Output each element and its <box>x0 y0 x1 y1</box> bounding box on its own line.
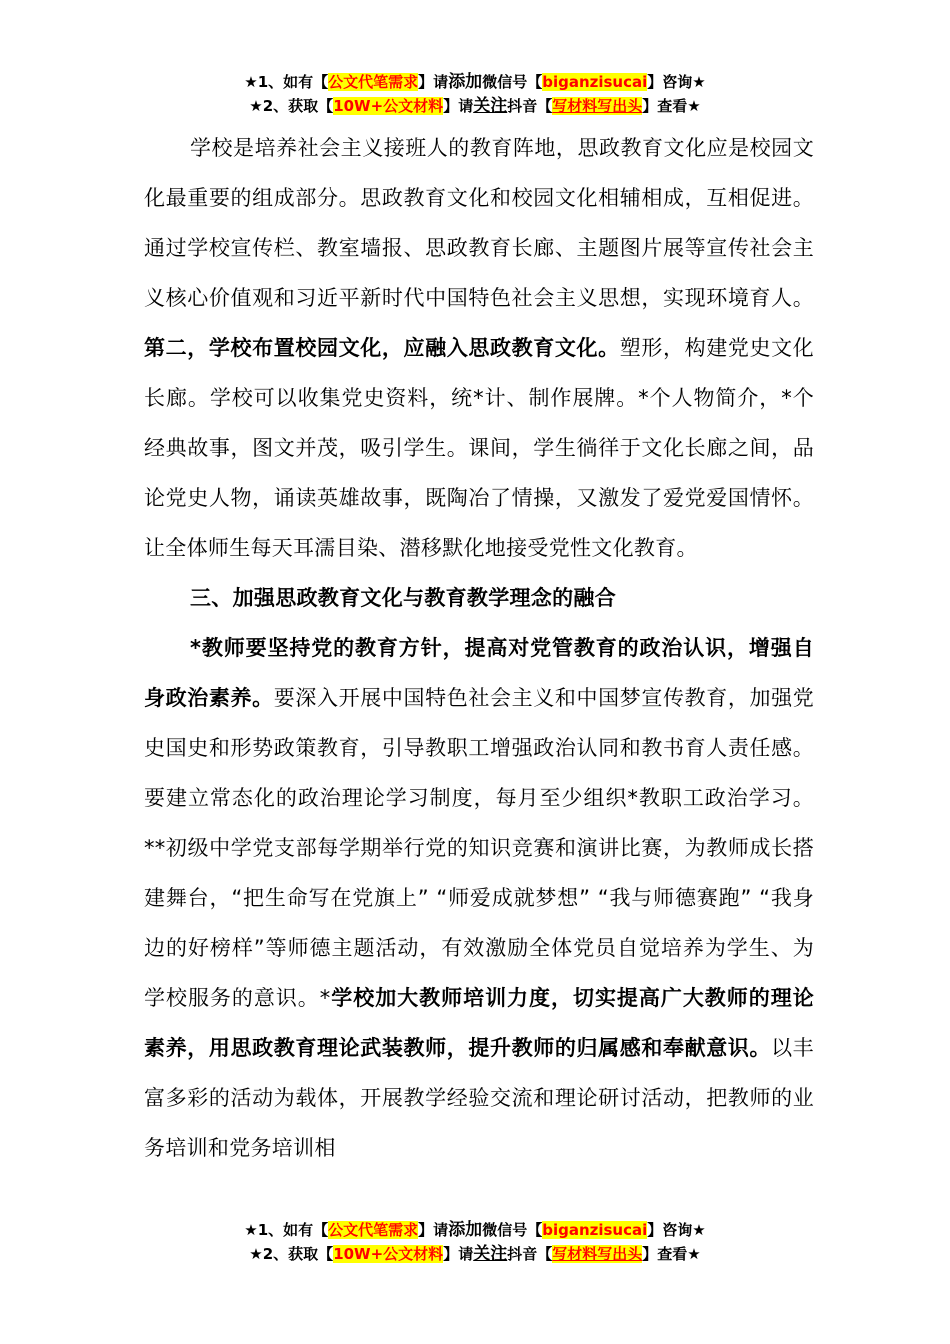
banner-line-2: ★2、获取【10W+公文材料】请关注抖音【写材料写出头】查看★ <box>249 96 701 116</box>
section-heading-3: 三、加强思政教育文化与教育教学理念的融合 <box>190 586 616 610</box>
highlight-wechat-id: biganzisucai <box>542 1221 648 1239</box>
bold-statement-training: 学校加大教师培训力度，切实提高广大教师的理论素养，用思政教育理论武装教师，提升教师的归属感和奉献意识。 <box>144 986 814 1060</box>
highlight-wechat-id: biganzisucai <box>542 73 648 91</box>
banner-line-2-bottom: ★2、获取【10W+公文材料】请关注抖音【写材料写出头】查看★ <box>249 1244 701 1264</box>
highlight-materials: 10W+公文材料 <box>333 97 444 115</box>
paragraph-2: *教师要坚持党的教育方针，提高对党管教育的政治认识，增强自身政治素养。要深入开展中国特色社会主义和中国梦宣传教育，加强党史国史和形势政策教育，引导教职工增强政治认同和教书育人责任感。要建立常态化的政治理论学习制度，每月至少组织*教职工政治学习。**初级中学党支部每学期举行党的知识竞赛和演讲比赛，为教师成长搭建舞台，“把生命写在党旗上” “师爱成就梦想” “我与师德赛跑” “我身边的好榜样”等师德主题活动，有效激励全体党员自觉培养为学生、为学校服务的意识。*学校加大教师培训力度，切实提高广大教师的理论素养，用思政教育理论武装教师，提升教师的归属感和奉献意识。以丰富多彩的活动为载体，开展教学经验交流和理论研讨活动，把教师的业务培训和党务培训相 <box>144 636 814 1160</box>
bottom-banner <box>0 1218 950 1266</box>
banner-line-1-bottom: ★1、如有【公文代笔需求】请添加微信号【biganzisucai】咨询★ <box>244 1220 706 1240</box>
paragraph-1: 学校是培养社会主义接班人的教育阵地，思政教育文化应是校园文化最重要的组成部分。思政教育文化和校园文化相辅相成，互相促进。通过学校宣传栏、教室墙报、思政教育长廊、主题图片展等宣传社会主义核心价值观和习近平新时代中国特色社会主义思想，实现环境育人。第二，学校布置校园文化，应融入思政教育文化。塑形，构建党史文化长廊。学校可以收集党史资料，统*计、制作展牌。*个人物简介，*个经典故事，图文并茂，吸引学生。课间，学生徜徉于文化长廊之间，品论党史人物，诵读英雄故事，既陶冶了情操，又激发了爱党爱国情怀。让全体师生每天耳濡目染、潜移默化地接受党性文化教育。 <box>144 136 814 560</box>
bold-statement-teachers: *教师要坚持党的教育方针，提高对党管教育的政治认识，增强自身政治素养。 <box>144 636 814 710</box>
highlight-douyin: 写材料写出头 <box>552 1245 643 1263</box>
highlight-douyin: 写材料写出头 <box>552 97 643 115</box>
document-body <box>144 123 814 1173</box>
highlight-ghostwriting: 公文代笔需求 <box>328 73 419 91</box>
bold-statement-2: 第二，学校布置校园文化，应融入思政教育文化。 <box>144 336 620 360</box>
top-banner <box>0 70 950 118</box>
banner-line-1: ★1、如有【公文代笔需求】请添加微信号【biganzisucai】咨询★ <box>244 72 706 92</box>
highlight-ghostwriting: 公文代笔需求 <box>328 1221 419 1239</box>
highlight-materials: 10W+公文材料 <box>333 1245 444 1263</box>
